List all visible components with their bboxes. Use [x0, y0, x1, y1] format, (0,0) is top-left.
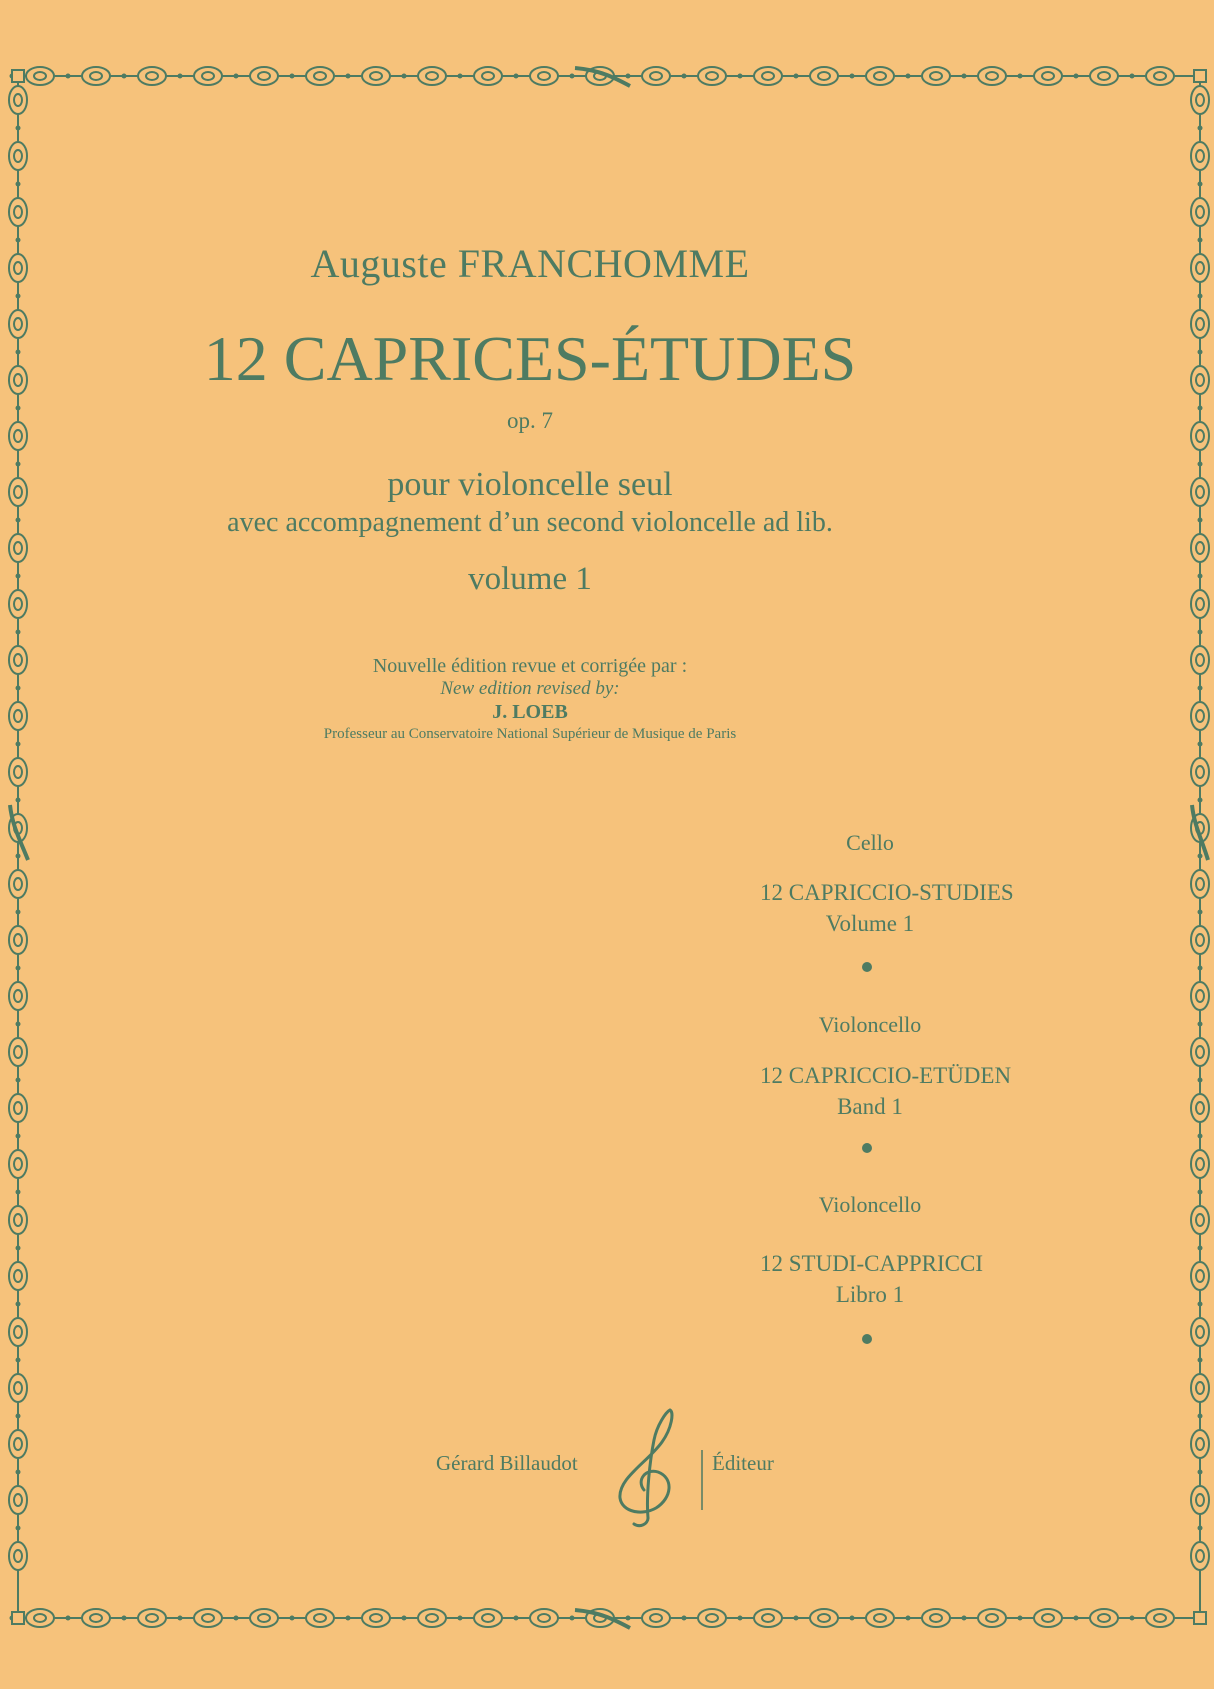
work-title: 12 CAPRICES-ÉTUDES	[203, 323, 857, 394]
separator-dot	[862, 1334, 872, 1344]
translation-instrument: Violoncello	[818, 1012, 922, 1037]
editor-line-en: New edition revised by:	[440, 678, 620, 699]
volume-label: volume 1	[468, 561, 592, 597]
editor-position: Professeur au Conservatoire National Supérieur de Musique de Paris	[323, 726, 737, 742]
opus-number: op. 7	[507, 408, 553, 433]
publisher-role: Éditeur	[712, 1451, 774, 1475]
translation-instrument: Violoncello	[818, 1192, 922, 1217]
treble-clef-logo-icon	[590, 1400, 710, 1530]
translation-title: 12 STUDI-CAPPRICCI	[760, 1251, 984, 1276]
composer-name: Auguste FRANCHOMME	[310, 241, 750, 286]
translation-volume: Band 1	[837, 1094, 903, 1119]
publisher-name: Gérard Billaudot	[436, 1451, 578, 1475]
translation-title: 12 CAPRICCIO-STUDIES	[760, 880, 1014, 905]
separator-dot	[862, 962, 872, 972]
translation-instrument: Cello	[846, 830, 894, 855]
translation-title: 12 CAPRICCIO-ETÜDEN	[760, 1063, 1012, 1088]
instrumentation: pour violoncelle seul	[387, 466, 673, 503]
editor-name: J. LOEB	[492, 701, 568, 723]
editor-line-fr: Nouvelle édition revue et corrigée par :	[372, 655, 688, 677]
translation-volume: Volume 1	[825, 911, 915, 936]
translation-volume: Libro 1	[835, 1282, 905, 1307]
accompaniment-note: avec accompagnement d’un second violoncelle ad lib.	[227, 507, 833, 538]
separator-dot	[862, 1143, 872, 1153]
